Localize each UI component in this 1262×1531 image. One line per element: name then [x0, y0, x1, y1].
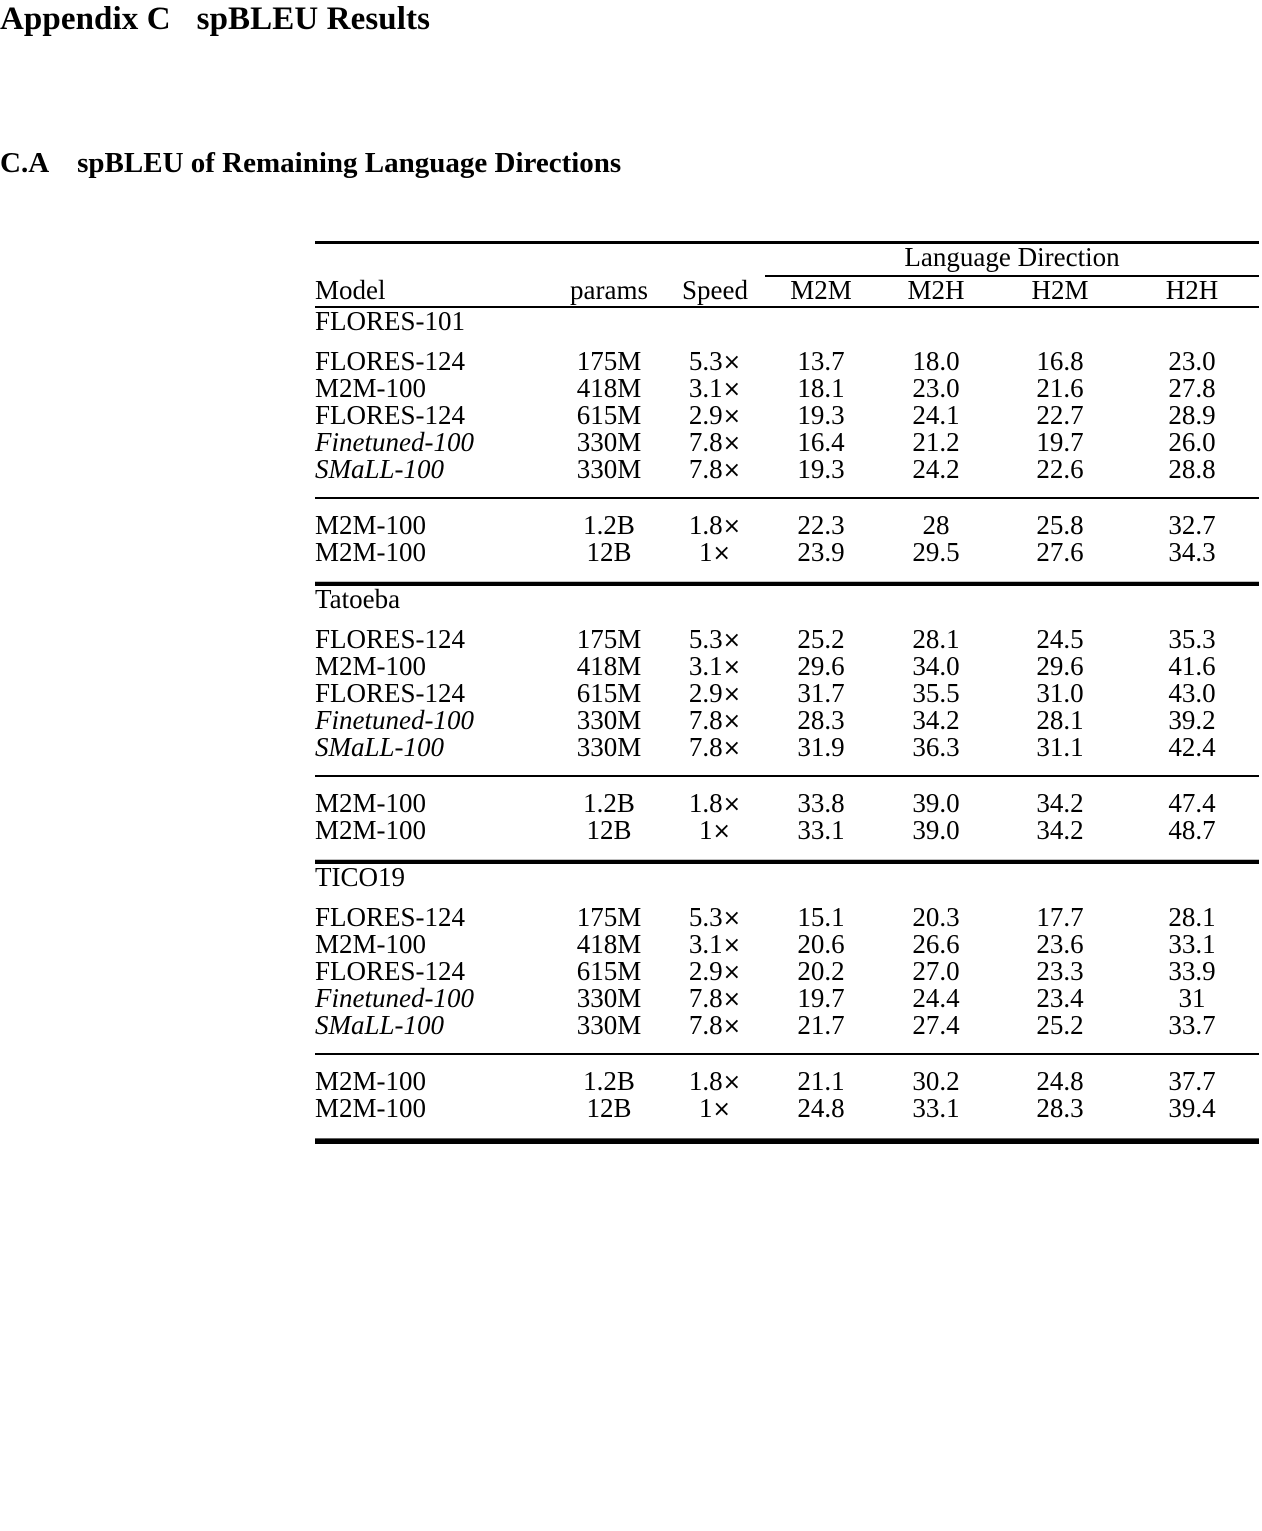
section-heading-row — [315, 307, 1259, 335]
cell-model: FLORES-124 — [315, 346, 466, 376]
cell-m2h: 18.0 — [912, 346, 960, 376]
column-header-params: params — [570, 275, 648, 305]
cell-params: 418M — [576, 651, 642, 681]
column-header-model: Model — [315, 275, 386, 305]
table-row — [315, 613, 1259, 653]
table-bottom-rule — [315, 1134, 1259, 1143]
multiplication-icon: × — [722, 792, 742, 817]
cell-speed: 2.9× — [688, 956, 742, 986]
cell-m2h: 28 — [922, 510, 950, 540]
table-row — [315, 456, 1259, 495]
cell-params: 175M — [576, 902, 642, 932]
cell-speed: 2.9× — [688, 400, 742, 430]
column-header-m2h: M2H — [907, 275, 965, 305]
cell-params: 175M — [576, 346, 642, 376]
cell-model: FLORES-124 — [315, 956, 466, 986]
appendix-heading-label: Appendix C — [0, 1, 171, 37]
cell-speed: 1.8× — [688, 510, 742, 540]
cell-m2h: 28.1 — [912, 624, 960, 654]
cell-model: M2M-100 — [315, 510, 427, 540]
cell-model: M2M-100 — [315, 815, 427, 845]
cell-m2h: 23.0 — [912, 373, 960, 403]
cell-h2h: 23.0 — [1168, 346, 1216, 376]
column-header-h2h: H2H — [1165, 275, 1219, 305]
cell-speed: 7.8× — [688, 732, 742, 762]
cell-m2m: 21.1 — [797, 1066, 845, 1096]
multiplication-icon: × — [722, 933, 742, 958]
cell-m2h: 39.0 — [912, 788, 960, 818]
cell-model: Finetuned-100 — [315, 983, 474, 1013]
cell-h2m: 23.3 — [1036, 956, 1084, 986]
section-heading-row — [315, 585, 1259, 613]
table-row — [315, 891, 1259, 931]
cell-h2h: 28.9 — [1168, 400, 1216, 430]
cell-model: M2M-100 — [315, 1093, 427, 1123]
cell-h2m: 16.8 — [1036, 346, 1084, 376]
appendix-heading-title: spBLEU Results — [196, 1, 431, 37]
table-row — [315, 335, 1259, 375]
table-row — [315, 402, 1259, 429]
cell-m2h: 30.2 — [912, 1066, 960, 1096]
cell-h2m: 19.7 — [1036, 427, 1084, 457]
cell-model: Finetuned-100 — [315, 705, 474, 735]
cell-m2m: 25.2 — [797, 624, 845, 654]
cell-m2m: 19.3 — [797, 400, 845, 430]
cell-h2h: 33.9 — [1168, 956, 1216, 986]
cell-h2m: 22.6 — [1036, 454, 1084, 484]
cell-h2h: 35.3 — [1168, 624, 1216, 654]
section-name: Tatoeba — [315, 584, 401, 614]
cell-h2h: 28.8 — [1168, 454, 1216, 484]
cell-model: M2M-100 — [315, 373, 427, 403]
cell-h2h: 39.2 — [1168, 705, 1216, 735]
cell-h2h: 42.4 — [1168, 732, 1216, 762]
group-header-language-direction — [765, 243, 1259, 277]
multiplication-icon: × — [722, 404, 742, 429]
cell-m2h: 39.0 — [912, 815, 960, 845]
cell-speed: 5.3× — [688, 624, 742, 654]
cell-m2h: 21.2 — [912, 427, 960, 457]
cell-m2m: 29.6 — [797, 651, 845, 681]
cell-params: 418M — [576, 373, 642, 403]
cell-m2h: 36.3 — [912, 732, 960, 762]
cell-speed: 3.1× — [688, 929, 742, 959]
cell-m2h: 27.0 — [912, 956, 960, 986]
section-heading-title: spBLEU of Remaining Language Directions — [77, 147, 622, 179]
table-row — [315, 539, 1259, 578]
cell-speed: 3.1× — [688, 651, 742, 681]
multiplication-icon: × — [722, 431, 742, 456]
cell-m2m: 19.7 — [797, 983, 845, 1013]
cell-h2h: 31 — [1178, 983, 1206, 1013]
multiplication-icon: × — [722, 377, 742, 402]
table-row — [315, 776, 1259, 817]
cell-model: SMaLL-100 — [315, 732, 445, 762]
section-separator-rule — [315, 578, 1259, 585]
cell-h2m: 21.6 — [1036, 373, 1084, 403]
cell-h2h: 33.1 — [1168, 929, 1216, 959]
cell-h2h: 27.8 — [1168, 373, 1216, 403]
table-row — [315, 653, 1259, 680]
cell-h2m: 22.7 — [1036, 400, 1084, 430]
cell-h2m: 25.2 — [1036, 1010, 1084, 1040]
cell-h2m: 34.2 — [1036, 815, 1084, 845]
cell-params: 330M — [576, 705, 642, 735]
cell-m2m: 33.1 — [797, 815, 845, 845]
table-row — [315, 817, 1259, 856]
section-name: TICO19 — [315, 862, 405, 892]
group-header-label: Language Direction — [904, 242, 1120, 272]
results-table-container — [315, 238, 1259, 1144]
cell-params: 615M — [576, 400, 642, 430]
section-heading — [0, 146, 621, 180]
cell-params: 12B — [586, 1093, 632, 1123]
cell-m2m: 31.9 — [797, 732, 845, 762]
cell-model: FLORES-124 — [315, 400, 466, 430]
cell-speed: 7.8× — [688, 1010, 742, 1040]
cell-model: SMaLL-100 — [315, 1010, 445, 1040]
group-header-row — [315, 243, 1259, 277]
multiplication-icon: × — [722, 960, 742, 985]
cell-h2m: 25.8 — [1036, 510, 1084, 540]
cell-h2m: 23.4 — [1036, 983, 1084, 1013]
cell-model: Finetuned-100 — [315, 427, 474, 457]
cell-h2m: 31.1 — [1036, 732, 1084, 762]
cell-h2h: 47.4 — [1168, 788, 1216, 818]
cell-m2h: 24.4 — [912, 983, 960, 1013]
cell-h2h: 32.7 — [1168, 510, 1216, 540]
multiplication-icon: × — [712, 1097, 731, 1122]
cell-params: 1.2B — [583, 788, 635, 818]
table-row — [315, 1095, 1259, 1134]
section-heading-row — [315, 863, 1259, 891]
cell-h2h: 43.0 — [1168, 678, 1216, 708]
cell-m2m: 22.3 — [797, 510, 845, 540]
cell-m2m: 31.7 — [797, 678, 845, 708]
cell-params: 330M — [576, 983, 642, 1013]
multiplication-icon: × — [712, 819, 731, 844]
cell-m2m: 15.1 — [797, 902, 845, 932]
multiplication-icon: × — [712, 541, 731, 566]
multiplication-icon: × — [722, 987, 742, 1012]
cell-model: FLORES-124 — [315, 902, 466, 932]
column-header-row — [315, 276, 1259, 304]
cell-h2m: 24.8 — [1036, 1066, 1084, 1096]
cell-m2h: 24.1 — [912, 400, 960, 430]
cell-params: 330M — [576, 732, 642, 762]
cell-m2h: 27.4 — [912, 1010, 960, 1040]
cell-speed: 5.3× — [688, 346, 742, 376]
cell-model: SMaLL-100 — [315, 454, 445, 484]
cell-m2h: 24.2 — [912, 454, 960, 484]
cell-speed: 1× — [699, 537, 731, 567]
cell-speed: 7.8× — [688, 427, 742, 457]
section-heading-label: C.A — [0, 147, 50, 179]
cell-h2m: 24.5 — [1036, 624, 1084, 654]
cell-params: 12B — [586, 815, 632, 845]
cell-h2h: 28.1 — [1168, 902, 1216, 932]
table-row — [315, 1054, 1259, 1095]
cell-h2h: 39.4 — [1168, 1093, 1216, 1123]
cell-params: 1.2B — [583, 1066, 635, 1096]
cell-params: 418M — [576, 929, 642, 959]
cell-m2h: 20.3 — [912, 902, 960, 932]
cell-h2m: 23.6 — [1036, 929, 1084, 959]
cell-params: 330M — [576, 1010, 642, 1040]
column-header-speed: Speed — [682, 275, 748, 305]
multiplication-icon: × — [722, 350, 742, 375]
cell-params: 1.2B — [583, 510, 635, 540]
cell-m2h: 34.0 — [912, 651, 960, 681]
cell-m2h: 26.6 — [912, 929, 960, 959]
cell-m2m: 19.3 — [797, 454, 845, 484]
multiplication-icon: × — [722, 1070, 742, 1095]
cell-m2h: 33.1 — [912, 1093, 960, 1123]
cell-model: M2M-100 — [315, 1066, 427, 1096]
table-row — [315, 958, 1259, 985]
cell-model: FLORES-124 — [315, 624, 466, 654]
multiplication-icon: × — [722, 906, 742, 931]
multiplication-icon: × — [722, 736, 742, 761]
cell-params: 615M — [576, 956, 642, 986]
cell-m2h: 35.5 — [912, 678, 960, 708]
cell-speed: 7.8× — [688, 454, 742, 484]
cell-h2h: 37.7 — [1168, 1066, 1216, 1096]
multiplication-icon: × — [722, 682, 742, 707]
cell-h2m: 31.0 — [1036, 678, 1084, 708]
cell-speed: 7.8× — [688, 983, 742, 1013]
section-name: FLORES-101 — [315, 306, 466, 336]
table-row — [315, 375, 1259, 402]
cell-m2m: 20.2 — [797, 956, 845, 986]
cell-h2m: 28.1 — [1036, 705, 1084, 735]
cell-h2h: 41.6 — [1168, 651, 1216, 681]
group-header-blank — [315, 243, 765, 277]
table-row — [315, 680, 1259, 707]
multiplication-icon: × — [722, 514, 742, 539]
multiplication-icon: × — [722, 458, 742, 483]
cell-m2m: 33.8 — [797, 788, 845, 818]
table-row — [315, 931, 1259, 958]
table-row — [315, 985, 1259, 1012]
cell-h2h: 34.3 — [1168, 537, 1216, 567]
cell-params: 615M — [576, 678, 642, 708]
cell-m2m: 21.7 — [797, 1010, 845, 1040]
cell-params: 175M — [576, 624, 642, 654]
results-table-body — [315, 238, 1259, 1143]
cell-m2m: 24.8 — [797, 1093, 845, 1123]
cell-m2m: 16.4 — [797, 427, 845, 457]
cell-m2m: 20.6 — [797, 929, 845, 959]
multiplication-icon: × — [722, 628, 742, 653]
cell-m2m: 23.9 — [797, 537, 845, 567]
table-row — [315, 734, 1259, 773]
cell-m2m: 18.1 — [797, 373, 845, 403]
section-separator-rule — [315, 856, 1259, 863]
cell-model: M2M-100 — [315, 788, 427, 818]
cell-params: 330M — [576, 454, 642, 484]
cell-speed: 1× — [699, 1093, 731, 1123]
multiplication-icon: × — [722, 1014, 742, 1039]
cell-speed: 1.8× — [688, 788, 742, 818]
cell-h2m: 28.3 — [1036, 1093, 1084, 1123]
cell-speed: 3.1× — [688, 373, 742, 403]
table-row — [315, 498, 1259, 539]
cell-h2m: 27.6 — [1036, 537, 1084, 567]
multiplication-icon: × — [722, 709, 742, 734]
cell-speed: 2.9× — [688, 678, 742, 708]
multiplication-icon: × — [722, 655, 742, 680]
cell-h2m: 29.6 — [1036, 651, 1084, 681]
cell-h2h: 48.7 — [1168, 815, 1216, 845]
cell-params: 12B — [586, 537, 632, 567]
cell-m2m: 13.7 — [797, 346, 845, 376]
column-header-h2m: H2M — [1031, 275, 1089, 305]
table-row — [315, 1012, 1259, 1051]
cell-m2h: 29.5 — [912, 537, 960, 567]
table-row — [315, 429, 1259, 456]
cell-h2h: 26.0 — [1168, 427, 1216, 457]
cell-h2m: 17.7 — [1036, 902, 1084, 932]
spbleu-results-table — [315, 238, 1259, 1144]
cell-model: M2M-100 — [315, 929, 427, 959]
cell-speed: 1× — [699, 815, 731, 845]
cell-m2m: 28.3 — [797, 705, 845, 735]
cell-h2h: 33.7 — [1168, 1010, 1216, 1040]
table-row — [315, 707, 1259, 734]
appendix-heading — [0, 0, 430, 38]
cell-model: FLORES-124 — [315, 678, 466, 708]
cell-m2h: 34.2 — [912, 705, 960, 735]
cell-speed: 5.3× — [688, 902, 742, 932]
column-header-m2m: M2M — [790, 275, 852, 305]
cell-speed: 7.8× — [688, 705, 742, 735]
cell-params: 330M — [576, 427, 642, 457]
cell-model: M2M-100 — [315, 651, 427, 681]
cell-model: M2M-100 — [315, 537, 427, 567]
cell-speed: 1.8× — [688, 1066, 742, 1096]
cell-h2m: 34.2 — [1036, 788, 1084, 818]
